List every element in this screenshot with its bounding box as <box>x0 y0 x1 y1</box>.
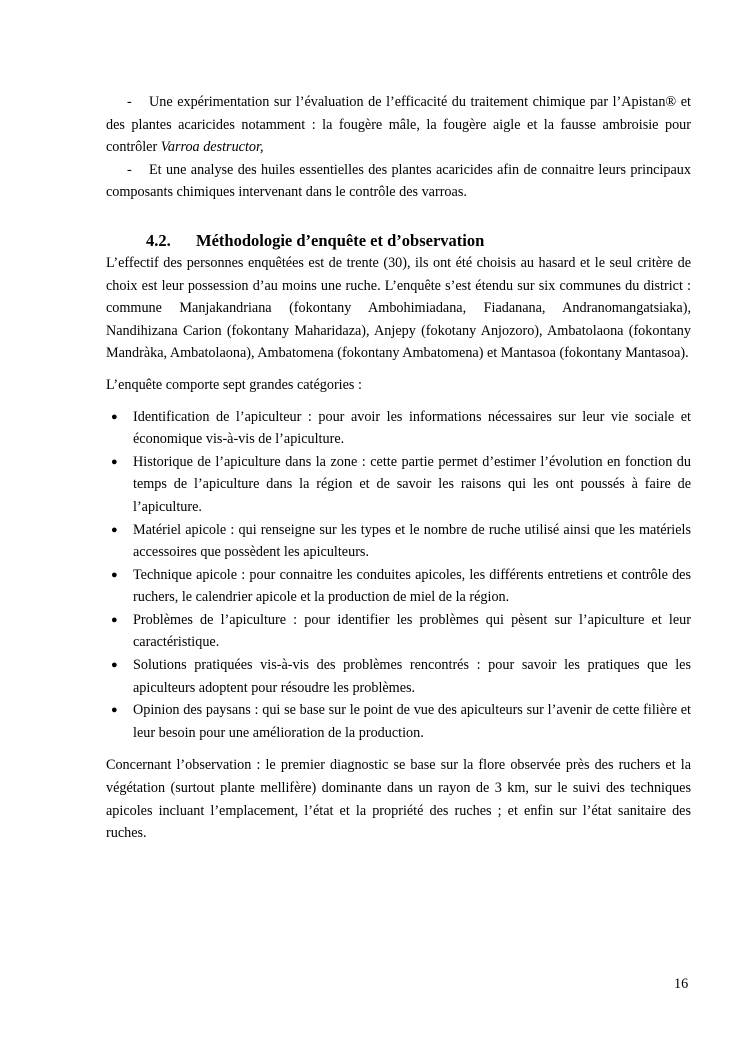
dash-marker: - <box>127 161 132 178</box>
bullet-icon: ● <box>111 455 118 468</box>
paragraph-observation: Concernant l’observation : le premier diagnostic se base sur la flore observée près des ruchers et la végétation (surtout plante mellifère) dominante dans un rayon de 3 km, sur le suivi des techniques apicoles incluant l’emplacement, l’état et la propriété des ruches ; et enfin sur l’état sanitaire des ruches. <box>106 757 691 842</box>
bullet-icon: ● <box>111 568 118 581</box>
list-item <box>106 564 691 609</box>
list-item <box>106 654 691 699</box>
intro-item-1-italic: Varroa destructor, <box>160 139 264 156</box>
list-item <box>106 609 691 654</box>
dash-marker: - <box>127 94 132 110</box>
list-item-text: Identification de l’apiculteur : pour avoir les informations nécessaires sur leur vie sociale et économique vis-à-vis de l’apiculture. <box>133 408 691 448</box>
section-number: 4.2. <box>146 230 171 250</box>
section-title: Méthodologie d’enquête et d’observation <box>196 230 485 250</box>
section-heading <box>106 230 691 252</box>
list-item <box>106 699 691 744</box>
intro-item-1-text: Une expérimentation sur l’évaluation de l’efficacité du traitement chimique par l’Apistan® et des plantes acaricides notamment : la fougère mâle, la fougère aigle et la fausse ambroisie pour contrôler <box>106 94 691 156</box>
categories-list <box>106 406 691 745</box>
list-item-text: Problèmes de l’apiculture : pour identifier les problèmes qui pèsent sur l’apiculture et leur caractéristique. <box>133 611 691 651</box>
bullet-icon: ● <box>111 523 118 536</box>
bullet-icon: ● <box>111 410 118 423</box>
list-item-text: Historique de l’apiculture dans la zone : cette partie permet d’estimer l’évolution en fonction du temps de l’apiculture dans la région et de savoir les raisons qui les ont poussés à faire de l’apiculture. <box>133 453 691 515</box>
intro-item-1 <box>106 91 691 159</box>
list-item <box>106 406 691 451</box>
intro-item-2-text: Et une analyse des huiles essentielles des plantes acaricides afin de connaitre leurs principaux composants chimiques intervenant dans le contrôle des varroas. <box>106 161 691 201</box>
list-item <box>106 451 691 519</box>
list-item-text: Technique apicole : pour connaitre les conduites apicoles, les différents entretiens et contrôle des ruchers, le calendrier apicole et la production de miel de la région. <box>133 566 691 606</box>
paragraph-survey-scope: L’effectif des personnes enquêtées est de trente (30), ils ont été choisis au hasard et le seul critère de choix est leur possession d’au moins une ruche. L’enquête s’est étendu sur six communes du district : commune Manjakandriana (fokontany Ambohimiadana, Fiadanana, Andranomangatsiaka), Nandihizana Carion (fokontany Maharidaza), Anjepy (fokotany Anjozoro), Ambatolaona (fokontany Mandràka, Ambatolaona), Ambatomena (fokontany Ambatomena) et Mantasoa (fokontany Mantasoa). <box>106 254 691 362</box>
page-number: 16 <box>674 976 689 992</box>
bullet-icon: ● <box>111 659 118 672</box>
intro-item-2 <box>106 159 691 204</box>
list-item-text: Matériel apicole : qui renseigne sur les types et le nombre de ruche utilisé ainsi que les matériels accessoires que possèdent les apiculteurs. <box>133 521 691 561</box>
list-item-text: Solutions pratiquées vis-à-vis des problèmes rencontrés : pour savoir les pratiques que les apiculteurs adoptent pour résoudre les problèmes. <box>133 657 691 696</box>
document-page <box>106 91 691 845</box>
list-item <box>106 519 691 564</box>
list-item-text: Opinion des paysans : qui se base sur le point de vue des apiculteurs sur l’avenir de cette filière et leur besoin pour une amélioration de la production. <box>133 702 691 741</box>
bullet-icon: ● <box>111 704 118 717</box>
paragraph-categories-intro: L’enquête comporte sept grandes catégories : <box>106 376 362 393</box>
bullet-icon: ● <box>111 613 118 626</box>
